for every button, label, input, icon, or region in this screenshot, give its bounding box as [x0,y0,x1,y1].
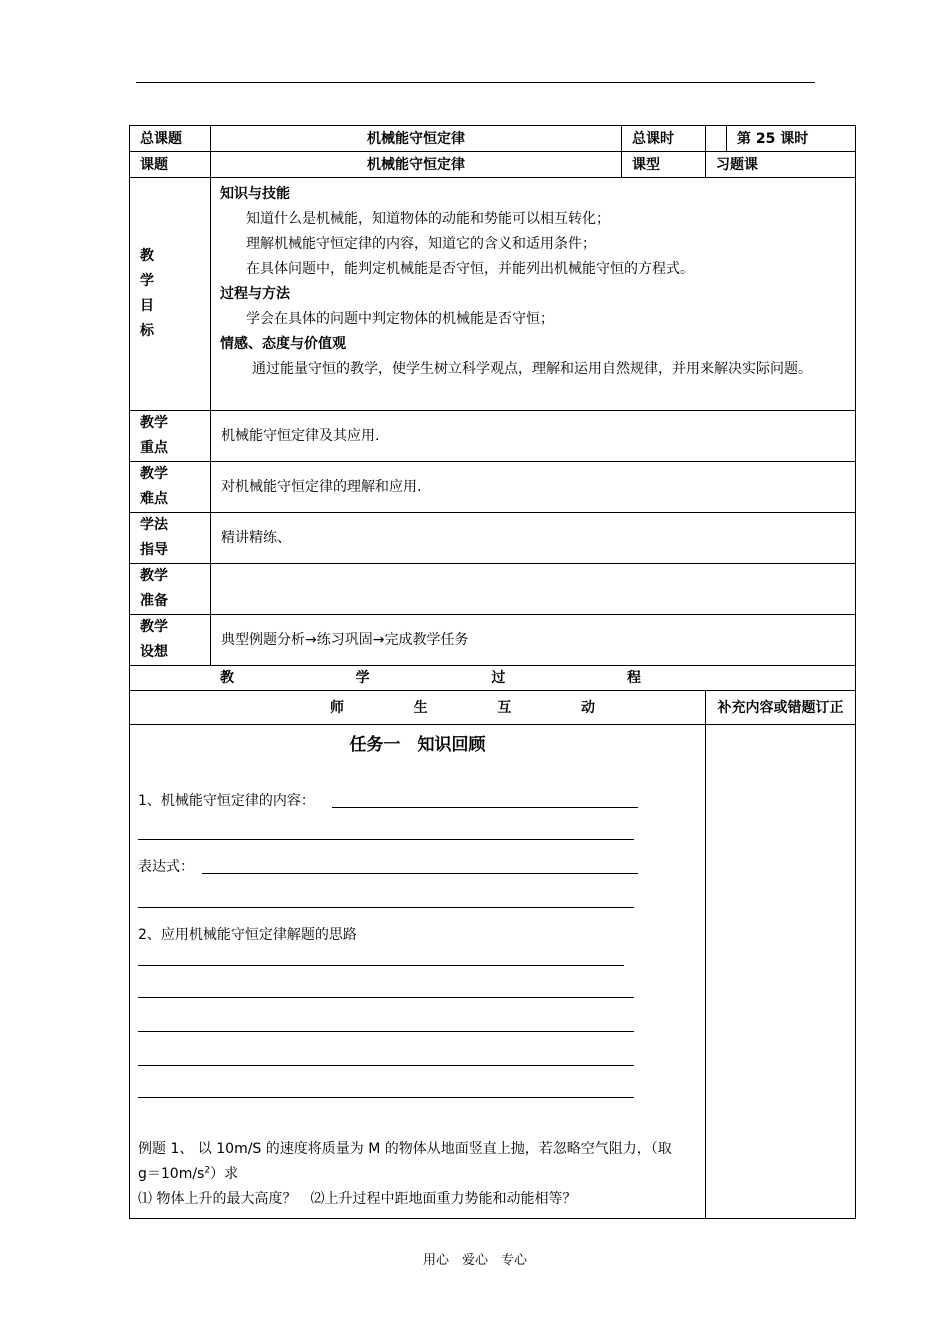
label-line: 教学 [140,466,168,482]
answer-blank-line[interactable] [138,997,634,998]
expression-label: 表达式： [138,859,194,875]
preparation-text [211,564,856,615]
general-topic-value: 机械能守恒定律 [211,126,622,152]
row-task-area [130,725,856,1219]
objectives-label-char: 学 [140,273,154,289]
objective-heading-knowledge: 知识与技能 [220,186,290,202]
objective-item: 通过能量守恒的教学，使学生树立科学观点，理解和运用自然规律，并用来解决实际问题。 [252,361,812,377]
row-general-topic [130,126,856,152]
total-hours-label: 总课时 [622,126,706,152]
process-header [130,666,856,691]
difficulties-label [130,462,211,513]
key-points-text: 机械能守恒定律及其应用. [211,411,856,462]
example-questions: ⑴ 物体上升的最大高度？ ⑵上升过程中距地面重力势能和动能相等？ [138,1191,577,1207]
label-line: 教学 [140,568,168,584]
objective-heading-process: 过程与方法 [220,286,290,302]
key-points-label [130,411,211,462]
label-line: 教学 [140,619,168,635]
example-1 [138,1137,674,1212]
design-text: 典型例题分析→练习巩固→完成教学任务 [211,615,856,666]
example-text: 例题 1、 以 10m/S 的速度将质量为 M 的物体从地面竖直上抛，若忽略空气阻力，（取 g＝10m/s [138,1141,672,1182]
objectives-label-char: 教 [140,248,154,264]
objective-heading-attitude: 情感、态度与价值观 [220,336,346,352]
process-header-char: 程 [626,670,641,686]
interaction-header-char: 动 [580,699,595,716]
process-header-char: 学 [355,670,370,686]
label-line: 学法 [140,517,168,533]
example-text: ）求 [210,1166,239,1182]
objectives-content [211,178,856,411]
side-notes-header: 补充内容或错题订正 [706,691,856,725]
task-area [130,725,706,1219]
row-learning-guide [130,513,856,564]
lesson-plan-table [129,125,856,1219]
row-topic [130,152,856,178]
answer-blank-line[interactable] [138,1097,634,1098]
label-line: 指导 [140,542,168,558]
row-objectives [130,178,856,411]
objective-item: 学会在具体的问题中判定物体的机械能是否守恒； [246,311,554,327]
row-difficulties [130,462,856,513]
side-notes-area[interactable] [706,725,856,1219]
learning-guide-text: 精讲精练、 [211,513,856,564]
answer-blank-line[interactable] [202,873,638,874]
answer-blank-line[interactable] [138,1031,634,1032]
objectives-label-char: 标 [140,323,154,339]
difficulties-text: 对机械能守恒定律的理解和应用. [211,462,856,513]
interaction-header-char: 互 [497,699,512,716]
preparation-label [130,564,211,615]
example-superscript: 2 [204,1165,211,1176]
question-2: 2、应用机械能守恒定律解题的思路 [138,927,357,943]
process-header-char: 教 [220,670,234,686]
design-label [130,615,211,666]
row-design [130,615,856,666]
total-hours-value [706,126,727,152]
objectives-label [130,178,211,411]
lesson-type-value: 习题课 [706,152,856,178]
label-line: 难点 [140,491,168,507]
row-preparation [130,564,856,615]
lesson-number: 第 25 课时 [727,126,856,152]
label-line: 设想 [140,644,168,660]
interaction-header-char: 生 [413,699,428,716]
topic-value: 机械能守恒定律 [211,152,622,178]
question-1: 1、机械能守恒定律的内容： [138,793,315,809]
row-interaction-header [130,691,856,725]
label-line: 重点 [140,440,168,456]
interaction-header [130,691,706,725]
lesson-type-label: 课型 [622,152,706,178]
objectives-label-char: 目 [140,298,154,314]
answer-blank-line[interactable] [138,1065,634,1066]
general-topic-label: 总课题 [130,126,211,152]
topic-label: 课题 [130,152,211,178]
task-title: 任务一 知识回顾 [349,735,486,755]
interaction-header-char: 师 [330,699,344,716]
objective-item: 在具体问题中，能判定机械能是否守恒，并能列出机械能守恒的方程式。 [246,261,694,277]
answer-blank-line[interactable] [332,807,638,808]
top-rule [136,82,815,83]
learning-guide-label [130,513,211,564]
row-key-points [130,411,856,462]
row-process-header [130,666,856,691]
objective-item: 知道什么是机械能，知道物体的动能和势能可以相互转化； [246,211,610,227]
label-line: 准备 [140,593,168,609]
answer-blank-line[interactable] [138,965,624,966]
label-line: 教学 [140,415,168,431]
objective-item: 理解机械能守恒定律的内容，知道它的含义和适用条件； [246,236,596,252]
answer-blank-line[interactable] [138,907,634,908]
page-footer: 用心 爱心 专心 [422,1253,527,1268]
process-header-char: 过 [491,670,506,686]
answer-blank-line[interactable] [138,839,634,840]
